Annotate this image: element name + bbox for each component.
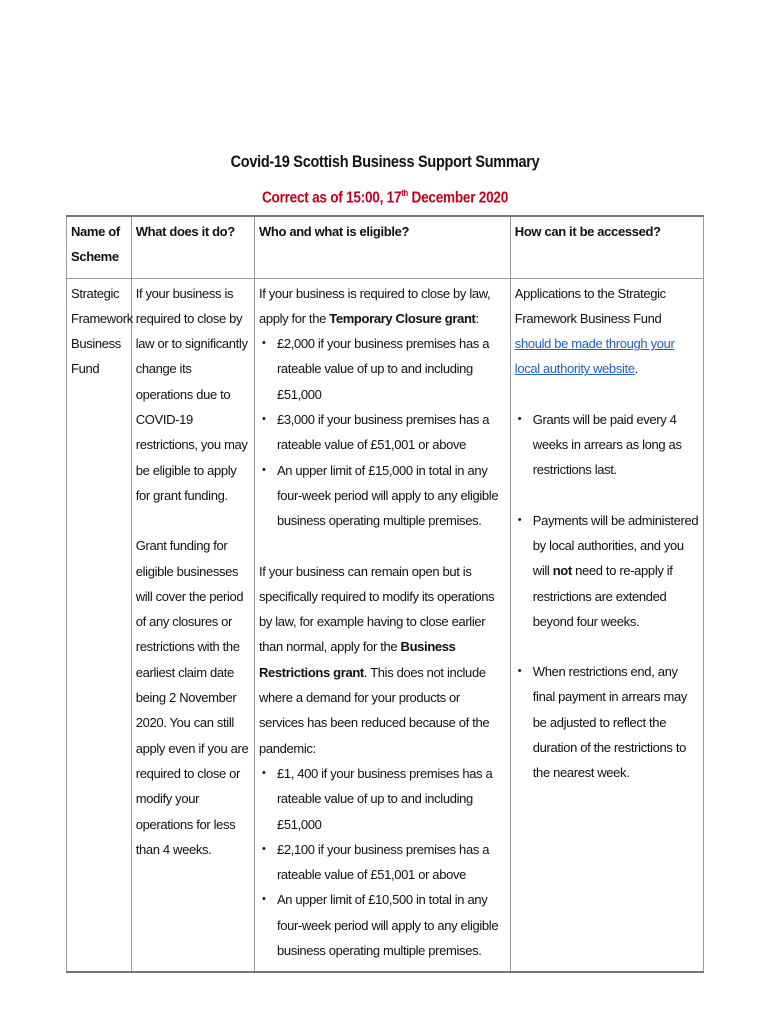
what-paragraph-2: Grant funding for eligible businesses will cover the period of any closures or restrictions with the earliest claim date being 2 November 2020. You can still apply even if you are required to close or modify your operations for less than 4 weeks. (135, 538, 249, 857)
header-how: How can it be accessed? (510, 216, 703, 278)
restrictions-list (259, 761, 506, 963)
list-item: • £1, 400 if your business premises has a rateable value of up to and including £51,000 (259, 761, 506, 837)
closure-colon: : (475, 310, 479, 326)
item2-text: Payments will be administered by local authorities, and you will (532, 512, 699, 579)
subtitle-date (58, 188, 713, 207)
what-paragraph-1: If your business is required to close by law or to significantly change its operations due to COVID-19 restrictions, you may be eligible to apply for grant funding. (135, 285, 248, 503)
restrictions-intro (259, 559, 506, 761)
page-title: Covid-19 Scottish Business Support Summary (230, 152, 540, 171)
how-list-3 (515, 659, 699, 785)
subtitle-sup: th (401, 188, 408, 198)
how-intro-text: Applications to the Strategic Framework Business Fund (514, 285, 666, 326)
restr-outro-text: . This does not include where a demand for your products or services has been reduced because of the pandemic: (258, 664, 490, 756)
list-item: • £2,000 if your business premises has a rateable value of up to and including £51,000 (259, 331, 506, 407)
list-item: • Grants will be paid every 4 weeks in arrears as long as restrictions last. (515, 407, 699, 483)
table-header-row (67, 216, 704, 278)
local-authority-link[interactable]: should be made through your local authority website (514, 336, 675, 377)
support-table (66, 215, 704, 973)
header-what: What does it do? (131, 216, 254, 278)
restr-grant-name: Business Restrictions grant (258, 639, 456, 680)
who-cell (254, 278, 510, 972)
how-intro-end: . (634, 361, 638, 377)
item2-bold: not (552, 563, 572, 579)
item2-text-end: need to re-apply if restrictions are extended beyond four weeks. (532, 563, 673, 629)
list-item: • An upper limit of £15,000 in total in any four-week period will apply to any eligible business operating multiple premises. (259, 458, 506, 534)
how-intro (515, 281, 699, 382)
closure-list (259, 331, 506, 533)
closure-intro-text: If your business is required to close by law, apply for the (258, 285, 491, 326)
closure-grant-name: Temporary Closure grant (329, 310, 476, 326)
closure-intro (259, 281, 506, 332)
how-cell (510, 278, 703, 972)
header-name: Name of Scheme (67, 216, 132, 278)
how-list (515, 407, 699, 483)
scheme-name: Strategic Framework Business Fund (67, 278, 132, 972)
header-who: Who and what is eligible? (254, 216, 510, 278)
list-item: • £3,000 if your business premises has a rateable value of £51,001 or above (259, 407, 506, 458)
subtitle-text-end: December 2020 (407, 189, 509, 207)
restr-intro-text: If your business can remain open but is specifically required to modify its operations by law, for example having to close earlier than normal, apply for the (258, 563, 495, 655)
list-item: • An upper limit of £10,500 in total in any four-week period will apply to any eligible business operating multiple premises. (259, 887, 506, 963)
subtitle-text: Correct as of 15:00, 17 (261, 189, 402, 207)
what-cell (131, 278, 254, 972)
list-item: • When restrictions end, any final payment in arrears may be adjusted to reflect the duration of the restrictions to the nearest week. (515, 659, 699, 785)
list-item: • £2,100 if your business premises has a rateable value of £51,001 or above (259, 837, 506, 888)
list-item (515, 508, 699, 634)
table-row (67, 278, 704, 972)
how-list-2 (515, 508, 699, 634)
